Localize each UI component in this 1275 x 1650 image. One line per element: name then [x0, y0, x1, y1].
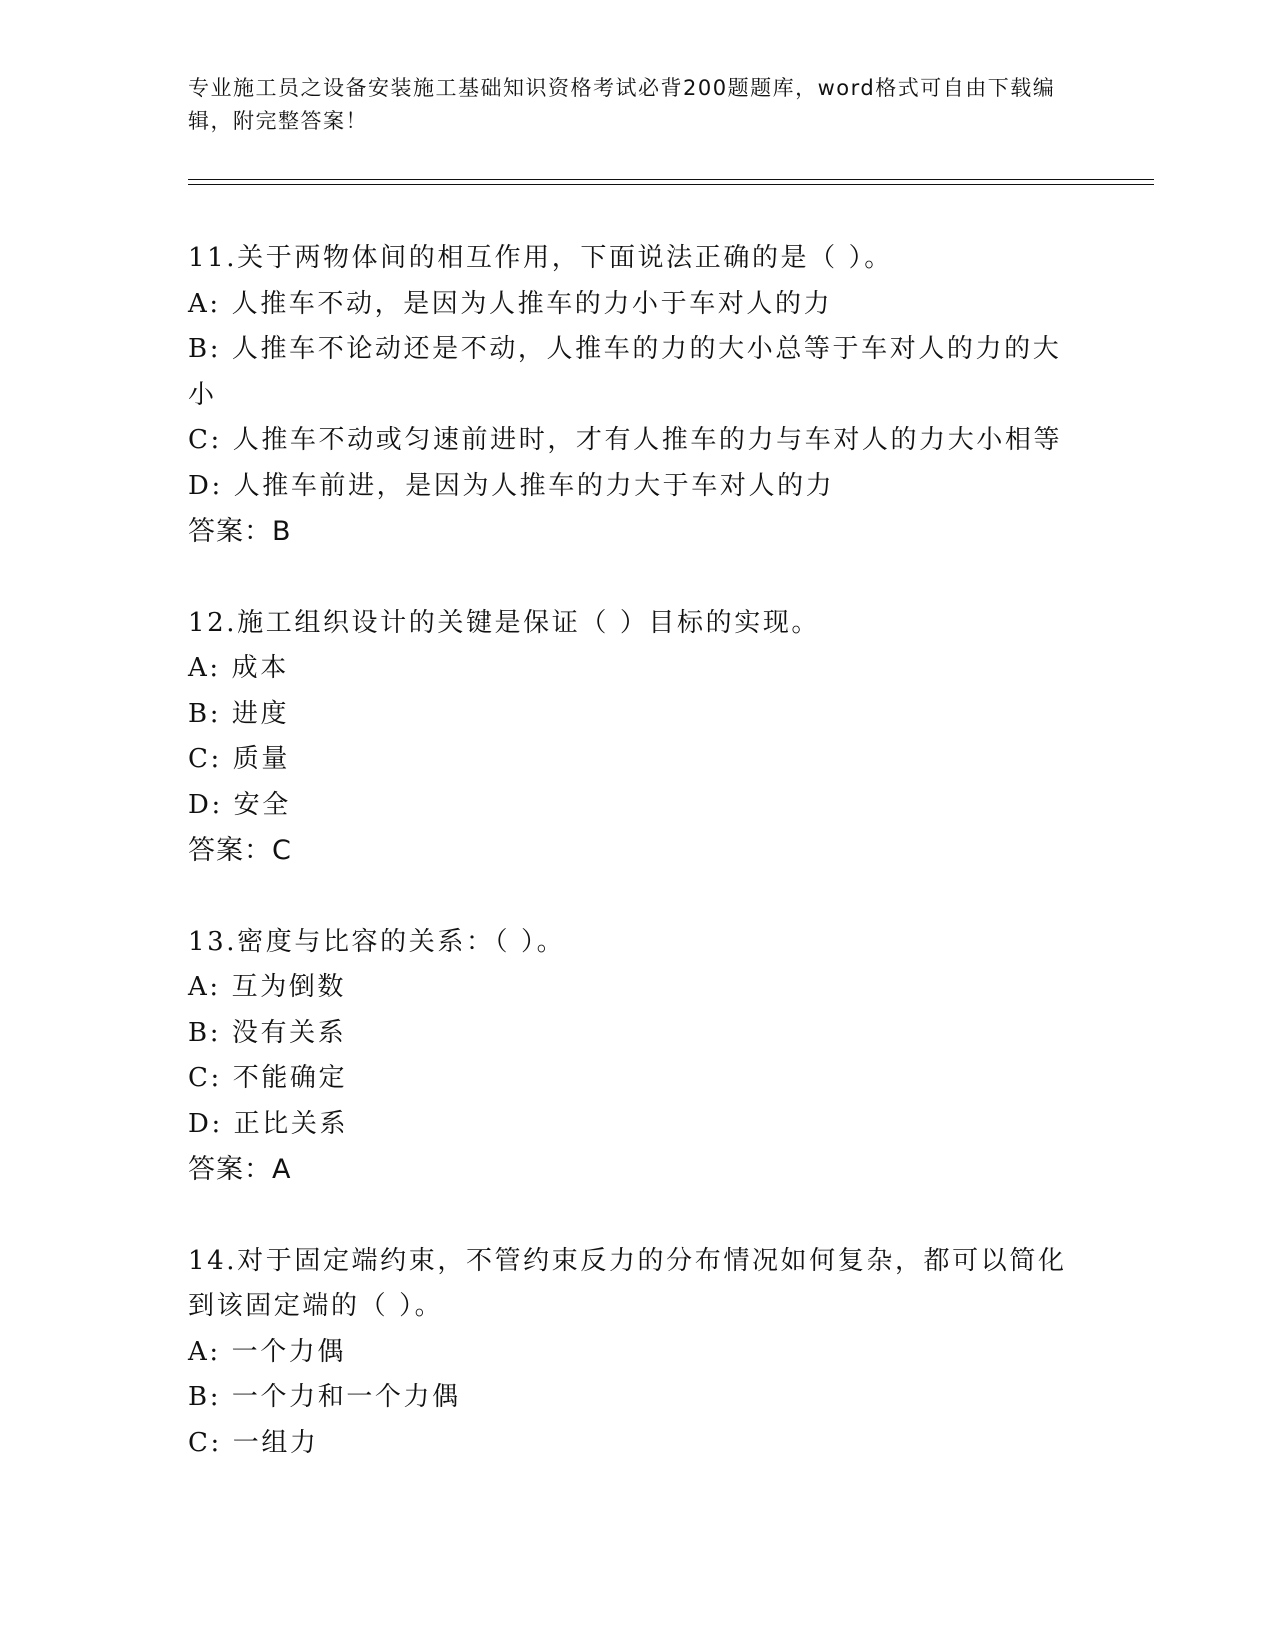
option-a: A: 人推车不动，是因为人推车的力小于车对人的力	[188, 288, 833, 319]
document-header: 专业施工员之设备安装施工基础知识资格考试必背200题题库，word格式可自由下载编辑，附完整答案！	[188, 76, 1056, 133]
answer: 答案：B	[188, 516, 292, 547]
question-stem: 13.密度与比容的关系：（ ）。	[188, 926, 566, 957]
option-d: D: 正比关系	[188, 1108, 349, 1139]
option-b: B: 没有关系	[188, 1017, 347, 1048]
question-11	[188, 236, 1078, 555]
answer: 答案：A	[188, 1154, 292, 1185]
option-c: C: 人推车不动或匀速前进时，才有人推车的力与车对人的力大小相等	[188, 425, 1063, 455]
question-list	[188, 236, 1078, 1466]
header-rule-bottom	[188, 184, 1154, 185]
answer: 答案：C	[188, 835, 292, 866]
option-c: C: 一组力	[188, 1427, 319, 1458]
option-b: B: 一个力和一个力偶	[188, 1382, 461, 1412]
header-rule-top	[188, 179, 1154, 180]
question-stem: 14.对于固定端约束，不管约束反力的分布情况如何复杂，都可以简化到该固定端的（ ）。	[188, 1245, 1067, 1321]
question-12	[188, 601, 1078, 874]
question-13	[188, 920, 1078, 1193]
option-a: A: 一个力偶	[188, 1336, 347, 1367]
option-b: B: 进度	[188, 698, 290, 729]
question-stem: 11.关于两物体间的相互作用，下面说法正确的是（ ）。	[188, 243, 893, 273]
option-c: C: 不能确定	[188, 1063, 348, 1093]
question-14	[188, 1239, 1078, 1467]
option-a: A: 成本	[188, 653, 289, 683]
option-d: D: 安全	[188, 789, 291, 820]
option-a: A: 互为倒数	[188, 972, 347, 1002]
option-c: C: 质量	[188, 744, 290, 774]
option-d: D: 人推车前进，是因为人推车的力大于车对人的力	[188, 470, 835, 501]
question-stem: 12.施工组织设计的关键是保证（ ）目标的实现。	[188, 607, 821, 638]
option-b: B: 人推车不论动还是不动，人推车的力的大小总等于车对人的力的大小	[188, 334, 1062, 410]
